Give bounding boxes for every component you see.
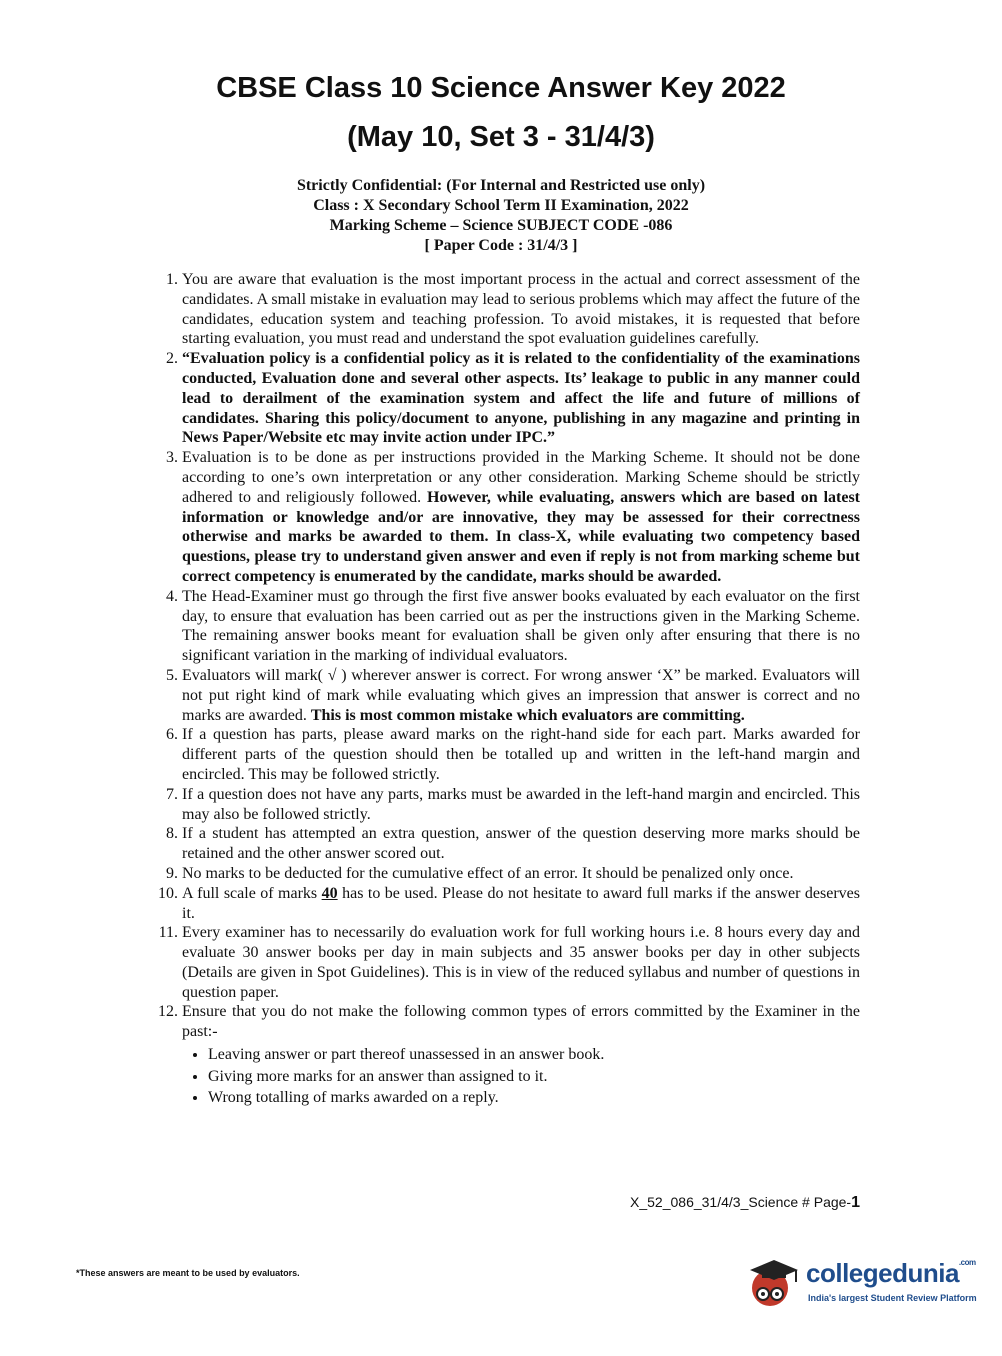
document-title: CBSE Class 10 Science Answer Key 2022 [216,72,786,104]
header-confidential: Strictly Confidential: (For Internal and Restricted use only) [296,177,706,194]
error-bullet: • Giving more marks for an answer than assigned to it. [208,1066,860,1088]
common-errors-list [182,1044,860,1109]
graduate-mascot-icon [742,1250,804,1314]
instruction-item: 11. Every examiner has to necessarily do evaluation work for full working hours i.e. 8 hours every day and evaluate 30 answer books per day in main subjects and 35 answer books per day in other subjects (Details are given in Spot Guidelines). This is in view of the reduced syllabus and number of questions in question paper. [182,923,860,1002]
logo-wordmark: collegedunia$^{.com}$ [806,1258,976,1288]
error-bullet: • Leaving answer or part thereof unassessed in an answer book. [208,1044,860,1066]
evaluation-instructions [182,270,860,1109]
instruction-item: 10. A full scale of marks 40 has to be used. Please do not hesitate to award full marks if the answer deserves it. [182,884,860,924]
page-number: 1 [851,1194,860,1211]
footnote: *These answers are meant to be used by evaluators. [76,1268,300,1278]
instruction-item: 2. “Evaluation policy is a confidential policy as it is related to the confidentiality of the examinations conducted, Evaluation done and several other aspects. Its’ leakage to public in any manner could lead to derailment of the examination system and affect the life and future of millions of candidates. Sharing this policy/document to anyone, publishing in any magazine and printing in News Paper/Website etc may invite action under IPC.” [182,349,860,448]
header-paper-code: [ Paper Code : 31/4/3 ] [424,237,578,254]
instruction-item: 3. Evaluation is to be done as per instructions provided in the Marking Scheme. It should not be done according to one’s own interpretation or any other consideration. Marking Scheme should be strictly adhered to and religiously followed. However, while evaluating, answers which are based on latest information or knowledge and/or are innovative, they may be assessed for their correctness otherwise and marks be awarded to them. In class-X, while evaluating two competency based questions, please try to understand given answer and even if reply is not from marking scheme but correct competency is enumerated by the candidate, marks should be awarded. [182,448,860,587]
instruction-item: 6. If a question has parts, please award marks on the right-hand side for each part. Marks awarded for different parts of the question should then be totalled up and written in the left-hand margin and encircled. This may be followed strictly. [182,725,860,784]
marking-scheme-header [0,176,1002,256]
instruction-item: 1. You are aware that evaluation is the most important process in the actual and correct assessment of the candidates. A small mistake in evaluation may lead to serious problems which may affect the future of the candidates, education system and teaching profession. To avoid mistakes, it is requested that before starting evaluation, you must read and understand the spot evaluation guidelines carefully. [182,270,860,349]
instruction-item: 7. If a question does not have any parts, marks must be awarded in the left-hand margin and encircled. This may also be followed strictly. [182,785,860,825]
instruction-item: 4. The Head-Examiner must go through the first five answer books evaluated by each evaluator on the first day, to ensure that evaluation has been carried out as per the instructions given in the Marking Scheme. The remaining answer books meant for evaluation shall be given only after ensuring that there is no significant variation in the marking of individual evaluators. [182,587,860,666]
logo-tagline: India's largest Student Review Platform [808,1293,977,1303]
collegedunia-logo[interactable] [742,1250,977,1314]
header-subject: Marking Scheme – Science SUBJECT CODE -086 [329,217,673,234]
page-footer-label: X_52_086_31/4/3_Science # Page-1 [630,1194,860,1211]
instruction-item: 9. No marks to be deducted for the cumulative effect of an error. It should be penalized only once. [182,864,860,884]
document-subtitle: (May 10, Set 3 - 31/4/3) [347,121,655,153]
instruction-item: 12. Ensure that you do not make the following common types of errors committed by the Examiner in the past:- • Leaving answer or part thereof unassessed in an answer book. • Giving more marks for an answer than assigned to it. • Wrong totalling of marks awarded on a reply. [182,1002,860,1108]
instruction-item: 8. If a student has attempted an extra question, answer of the question deserving more marks should be retained and the other answer scored out. [182,824,860,864]
full-marks-value: 40 [321,884,338,902]
error-bullet: • Wrong totalling of marks awarded on a reply. [208,1087,860,1109]
header-class: Class : X Secondary School Term II Examination, 2022 [313,197,689,214]
instruction-item: 5. Evaluators will mark( √ ) wherever answer is correct. For wrong answer ‘X” be marked. Evaluators will not put right kind of mark while evaluating which gives an impression that answer is correct and no marks are awarded. This is most common mistake which evaluators are committing. [182,666,860,725]
